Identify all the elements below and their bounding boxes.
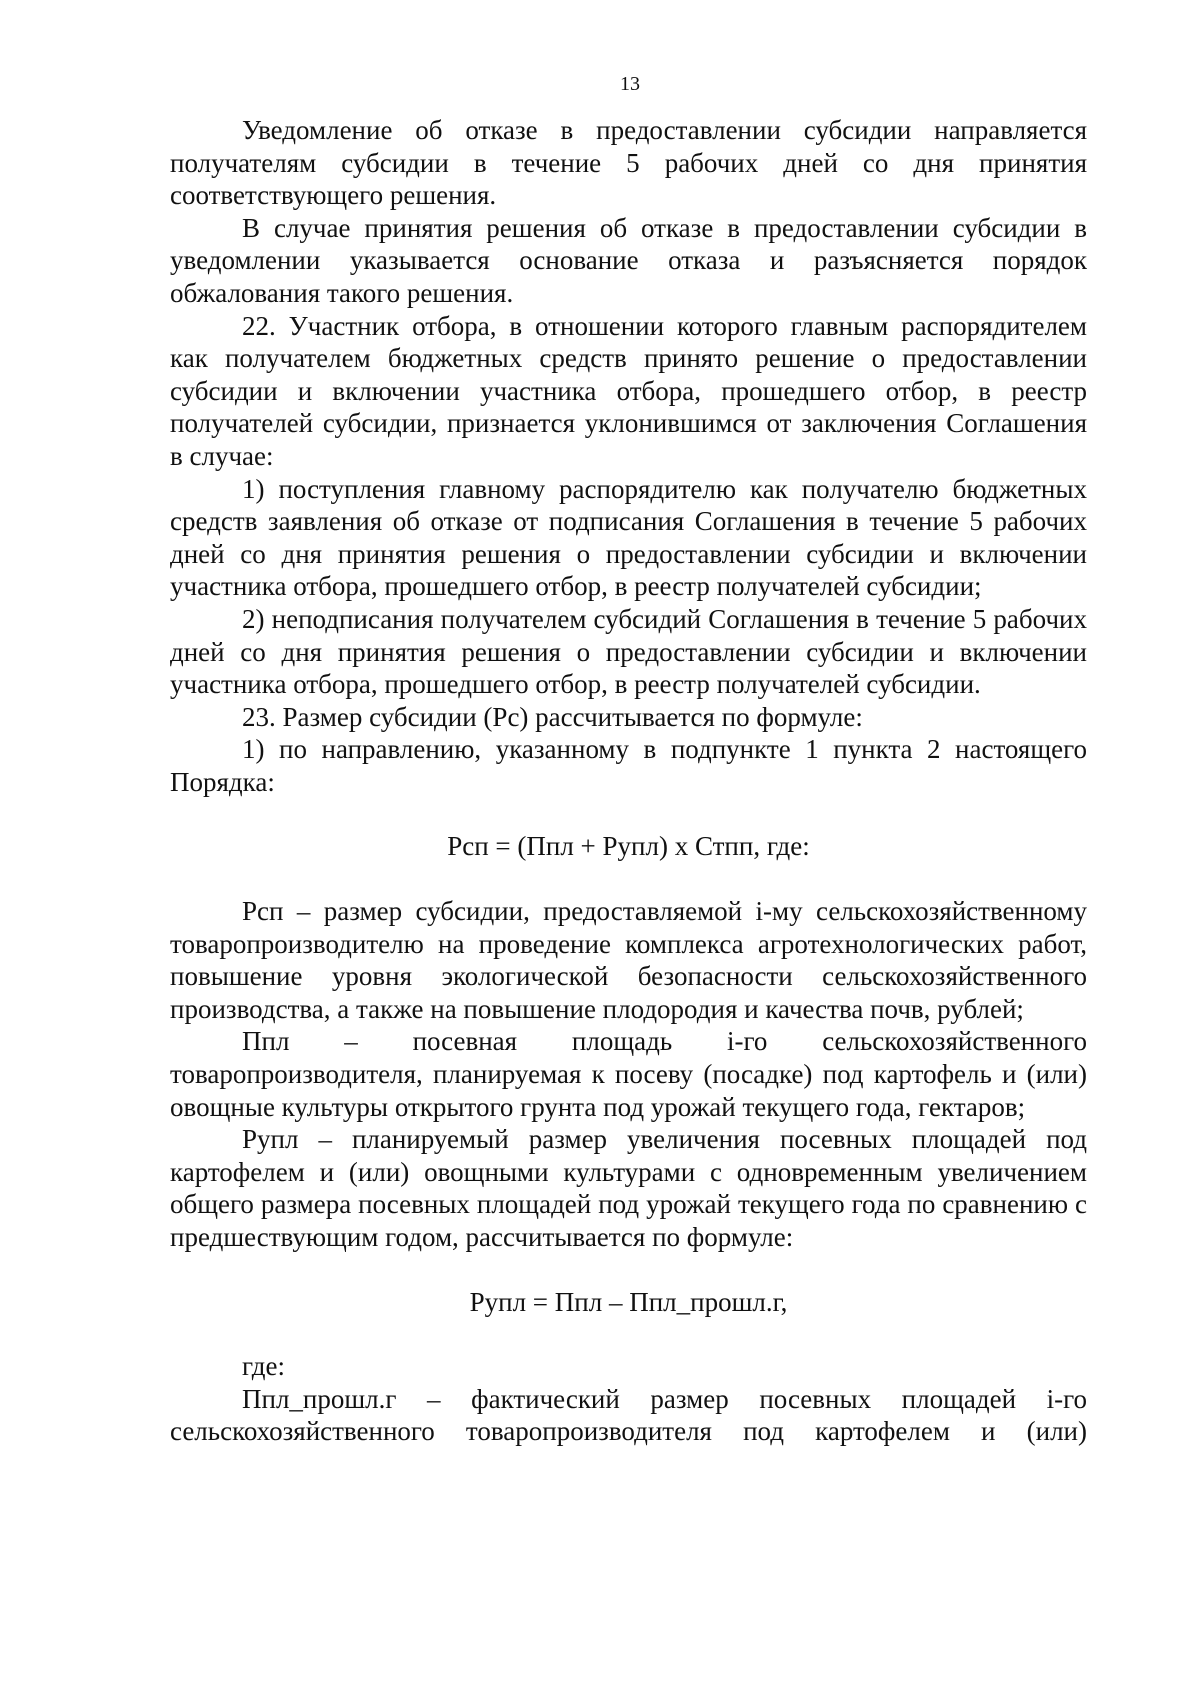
paragraph-subitem-1: 1) поступления главному распорядителю как получателю бюджетных средств заявления об отказе от подписания Соглашения в течение 5 рабочих дней со дня принятия решения о предоставлении субсидии и включении участника отбора, прошедшего отбор, в реестр получателей субсидии; bbox=[170, 473, 1087, 602]
where-label: где: bbox=[242, 1351, 285, 1382]
paragraph-refusal-grounds: В случае принятия решения об отказе в предоставлении субсидии в уведомлении указывается основание отказа и разъясняется порядок обжалования такого решения. bbox=[170, 212, 1087, 308]
definition-rupl: Рупл – планируемый размер увеличения посевных площадей под картофелем и (или) овощными культурами с одновременным увеличением общего размера посевных площадей под урожай текущего года по сравнению с предшествующим годом, рассчитывается по формуле: bbox=[170, 1124, 1087, 1252]
formula-area-increase: Рупл = Ппл – Ппл_прошл.г, bbox=[469, 1286, 788, 1317]
document-body bbox=[170, 114, 1087, 1448]
paragraph-refusal-notice: Уведомление об отказе в предоставлении субсидии направляется получателям субсидии в течение 5 рабочих дней со дня принятия соответствующего решения. bbox=[170, 115, 1087, 211]
page-number: 13 bbox=[620, 73, 640, 95]
paragraph-subitem-2: 2) неподписания получателем субсидий Соглашения в течение 5 рабочих дней со дня принятия решения о предоставлении субсидии и включении участника отбора, прошедшего отбор, в реестр получателей субсидии. bbox=[170, 603, 1087, 700]
paragraph-direction-1: 1) по направлению, указанному в подпункте 1 пункта 2 настоящего Порядка: bbox=[170, 734, 1087, 797]
definition-ppl-previous-year: Ппл_прошл.г – фактический размер посевных площадей i-го сельскохозяйственного товаропроизводителя под картофелем и (или) bbox=[170, 1383, 1087, 1447]
definition-rsp: Рсп – размер субсидии, предоставляемой i-му сельскохозяйственному товаропроизводителю на проведение комплекса агротехнологических работ, повышение уровня экологической безопасности сельскохозяйственного производства, а также на повышение плодородия и качества почв, рублей; bbox=[170, 896, 1087, 1024]
paragraph-item-23: 23. Размер субсидии (Рс) рассчитывается по формуле: bbox=[242, 701, 863, 732]
paragraph-item-22: 22. Участник отбора, в отношении которого главным распорядителем как получателем бюджетных средств принято решение о предоставлении субсидии и включении участника отбора, прошедшего отбор, в реестр получателей субсидии, признается уклонившимся от заключения Соглашения в случае: bbox=[170, 310, 1087, 471]
definition-ppl: Ппл – посевная площадь i-го сельскохозяйственного товаропроизводителя, планируемая к посеву (посадке) под картофель и (или) овощные культуры открытого грунта под урожай текущего года, гектаров; bbox=[170, 1026, 1087, 1122]
formula-subsidy-size: Рсп = (Ппл + Рупл) х Стпп, где: bbox=[447, 831, 810, 862]
